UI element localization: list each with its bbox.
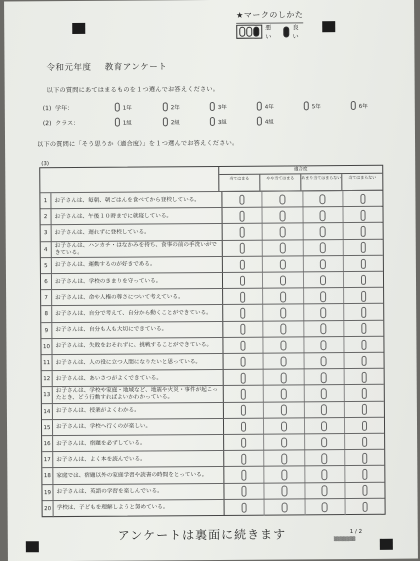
- answer-cell: [263, 451, 303, 467]
- answer-cell: [303, 353, 343, 369]
- question-text: お子さんは、運動するのが好きである。: [52, 257, 223, 274]
- answer-bubble[interactable]: [321, 405, 327, 416]
- answer-cell: [223, 289, 262, 305]
- answer-bubble[interactable]: [362, 502, 368, 513]
- answer-cell: [264, 499, 304, 515]
- row-number: 18: [42, 468, 53, 484]
- answer-cell: [344, 482, 384, 498]
- answer-cell: [263, 321, 303, 337]
- answer-cell: [224, 483, 263, 499]
- answer-bubble[interactable]: [322, 502, 328, 513]
- answer-cell: [304, 434, 344, 450]
- answer-cell: [343, 272, 383, 288]
- answer-cell: [302, 191, 342, 207]
- row-number: 20: [43, 501, 54, 517]
- answer-cell: [224, 435, 263, 451]
- row-number: 8: [41, 307, 52, 323]
- answer-bubble[interactable]: [240, 340, 246, 351]
- question-text: お子さんは、失敗をおそれずに、挑戦することができている。: [52, 338, 223, 355]
- option-bubble[interactable]: [115, 118, 120, 127]
- option-label: 3組: [217, 119, 227, 126]
- registration-mark: [322, 21, 335, 32]
- survey-title: [46, 60, 167, 73]
- answer-bubble[interactable]: [280, 211, 286, 222]
- answer-cell: [344, 450, 384, 466]
- answer-bubble[interactable]: [281, 373, 287, 384]
- answer-cell: [303, 337, 343, 353]
- answer-cell: [304, 483, 344, 499]
- answer-cell: [263, 370, 303, 386]
- option-bubble[interactable]: [163, 102, 168, 111]
- option-bubble[interactable]: [210, 102, 215, 111]
- registration-mark: [26, 541, 39, 552]
- answer-cell: [225, 499, 264, 515]
- answer-cell: [344, 418, 384, 434]
- option-bubble[interactable]: [304, 101, 309, 110]
- answer-cell: [303, 321, 343, 337]
- answer-bubble[interactable]: [320, 291, 326, 302]
- answer-cell: [224, 370, 263, 386]
- answer-bubble[interactable]: [360, 210, 366, 221]
- answer-cell: [303, 304, 343, 320]
- row-number: 11: [42, 355, 53, 371]
- option-label: 4組: [264, 119, 274, 126]
- answer-bubble[interactable]: [320, 210, 326, 221]
- instruction-2: 以下の質問に「そう思うか（適合度）」を１つ選んでお答えください。: [37, 139, 239, 149]
- row-number: 12: [42, 371, 53, 387]
- grade-option[interactable]: [163, 102, 180, 111]
- answer-cell: [303, 402, 343, 418]
- answer-cell: [302, 272, 342, 288]
- answer-bubble[interactable]: [361, 323, 367, 334]
- answer-cell: [343, 256, 383, 272]
- answer-cell: [302, 223, 342, 239]
- row-number: 5: [41, 258, 52, 274]
- answer-bubble[interactable]: [280, 324, 286, 335]
- answer-bubble[interactable]: [240, 292, 246, 303]
- question-text: 学校は、子どもを理解しようと努めている。: [54, 500, 225, 517]
- answer-cell: [342, 191, 382, 207]
- answer-cell: [223, 224, 262, 240]
- row-number: 15: [42, 420, 53, 436]
- answer-bubble[interactable]: [362, 485, 368, 496]
- rating-table: [39, 165, 385, 517]
- answer-cell: [223, 273, 262, 289]
- answer-bubble[interactable]: [361, 372, 367, 383]
- answer-cell: [223, 321, 262, 337]
- answer-cell: [344, 466, 384, 482]
- q1-label: (1) 学年：: [42, 104, 74, 113]
- answer-bubble[interactable]: [240, 324, 246, 335]
- option-bubble[interactable]: [257, 117, 262, 126]
- answer-bubble[interactable]: [321, 372, 327, 383]
- question-text: お子さんは、遅れずに登校している。: [52, 224, 223, 241]
- question-text: お子さんは、学校へ行くのが楽しい。: [53, 419, 224, 436]
- answer-cell: [262, 240, 302, 256]
- answer-cell: [343, 385, 383, 401]
- answer-cell: [224, 451, 263, 467]
- option-label: 2組: [170, 119, 180, 126]
- form-code-mark: ▒▒▒▒▒▒▒: [333, 535, 356, 542]
- answer-cell: [342, 223, 382, 239]
- answer-cell: [344, 499, 384, 515]
- answer-cell: [262, 256, 302, 272]
- option-label: 1年: [122, 105, 132, 112]
- answer-bubble[interactable]: [361, 340, 367, 351]
- answer-bubble[interactable]: [320, 194, 326, 205]
- answer-cell: [263, 402, 303, 418]
- instruction-1: 以下の質問にあてはまるものを１つ選んでお答えください。: [46, 85, 220, 95]
- row-number: 13: [42, 387, 53, 403]
- answer-cell: [263, 418, 303, 434]
- answer-bubble[interactable]: [362, 437, 368, 448]
- answer-bubble[interactable]: [321, 437, 327, 448]
- question-text: お子さんは、学校のきまりを守っている。: [52, 273, 223, 290]
- answer-cell: [344, 434, 384, 450]
- answer-cell: [342, 239, 382, 255]
- answer-bubble[interactable]: [361, 275, 367, 286]
- answer-cell: [262, 272, 302, 288]
- answer-bubble[interactable]: [320, 275, 326, 286]
- answer-bubble[interactable]: [360, 259, 366, 270]
- answer-cell: [344, 401, 384, 417]
- mark-guide-title: ★マークのしかた: [236, 10, 304, 20]
- answer-bubble[interactable]: [280, 194, 286, 205]
- answer-cell: [224, 386, 263, 402]
- question-text: お子さんは、自分で考えて、自分から動くことができている。: [52, 305, 223, 322]
- question-text: お子さんは、午後１０時までに就寝している。: [52, 208, 223, 225]
- table-header: [218, 166, 382, 192]
- answer-bubble[interactable]: [320, 243, 326, 254]
- answer-bubble[interactable]: [241, 389, 247, 400]
- answer-bubble[interactable]: [280, 308, 286, 319]
- answer-bubble[interactable]: [281, 389, 287, 400]
- answer-bubble[interactable]: [281, 437, 287, 448]
- answer-bubble[interactable]: [360, 194, 366, 205]
- answer-cell: [343, 353, 383, 369]
- mark-guide: [236, 9, 304, 41]
- bad-label: 悪い: [265, 24, 272, 41]
- answer-cell: [223, 305, 262, 321]
- answer-bubble[interactable]: [241, 502, 247, 513]
- class-option[interactable]: [257, 117, 274, 126]
- answer-cell: [263, 386, 303, 402]
- answer-bubble[interactable]: [240, 243, 246, 254]
- answer-bubble[interactable]: [241, 486, 247, 497]
- survey-year: 令和元年度: [46, 62, 92, 74]
- q2-label: (2) クラス：: [42, 119, 80, 128]
- question-text: お子さんは、宿題を必ずしている。: [53, 435, 224, 452]
- answer-bubble[interactable]: [239, 211, 245, 222]
- row-number: 9: [41, 323, 52, 339]
- answer-bubble[interactable]: [241, 421, 247, 432]
- answer-bubble[interactable]: [281, 356, 287, 367]
- answer-bubble[interactable]: [280, 275, 286, 286]
- answer-bubble[interactable]: [322, 453, 328, 464]
- answer-cell: [223, 256, 262, 272]
- answer-bubble[interactable]: [281, 340, 287, 351]
- answer-cell: [263, 434, 303, 450]
- class-option[interactable]: [115, 118, 132, 127]
- answer-bubble[interactable]: [280, 292, 286, 303]
- answer-bubble[interactable]: [281, 405, 287, 416]
- question-text: お子さんは、毎朝、朝ごはんを食べてから登校している。: [51, 192, 222, 209]
- answer-bubble[interactable]: [280, 259, 286, 270]
- question-text: お子さんは、自分も人も大切にできている。: [52, 322, 223, 339]
- answer-bubble[interactable]: [240, 227, 246, 238]
- answer-cell: [264, 483, 304, 499]
- question-text: お子さんは、よく本を読んでいる。: [53, 451, 224, 468]
- q3-number: (3): [41, 161, 50, 168]
- good-mark-example-icon: [283, 26, 290, 37]
- answer-cell: [223, 337, 262, 353]
- answer-bubble[interactable]: [361, 356, 367, 367]
- answer-bubble[interactable]: [280, 227, 286, 238]
- answer-bubble[interactable]: [361, 307, 367, 318]
- answer-cell: [303, 418, 343, 434]
- answer-cell: [303, 288, 343, 304]
- answer-cell: [224, 402, 263, 418]
- question-text: お子さんは、人の役に立つ人間になりたいと思っている。: [53, 354, 224, 371]
- option-bubble[interactable]: [163, 117, 168, 126]
- row-number: 3: [41, 226, 52, 242]
- answer-bubble[interactable]: [321, 307, 327, 318]
- answer-cell: [262, 208, 302, 224]
- answer-cell: [264, 467, 304, 483]
- page-number: 1 / 2: [349, 528, 363, 536]
- answer-cell: [343, 337, 383, 353]
- answer-cell: [224, 418, 263, 434]
- row-number: 19: [42, 485, 53, 501]
- answer-cell: [303, 385, 343, 401]
- answer-bubble[interactable]: [241, 470, 247, 481]
- answer-cells: [225, 499, 385, 516]
- row-number: 14: [42, 404, 53, 420]
- answer-bubble[interactable]: [362, 469, 368, 480]
- answer-cell: [222, 192, 261, 208]
- answer-cell: [302, 256, 342, 272]
- row-number: 17: [42, 452, 53, 468]
- answer-cell: [263, 337, 303, 353]
- option-label: 6年: [358, 103, 368, 110]
- answer-bubble[interactable]: [282, 502, 288, 513]
- answer-bubble[interactable]: [281, 421, 287, 432]
- row-number: 10: [41, 339, 52, 355]
- answer-bubble[interactable]: [361, 404, 367, 415]
- question-text: お子さんは、英語の学習を楽しんでいる。: [53, 484, 224, 501]
- answer-cell: [262, 224, 302, 240]
- column-header: やや当てはまる: [259, 174, 300, 190]
- answer-bubble[interactable]: [241, 438, 247, 449]
- question-text: お子さんは、授業がよくわかる。: [53, 403, 224, 420]
- answer-bubble[interactable]: [240, 276, 246, 287]
- answer-bubble[interactable]: [241, 373, 247, 384]
- row-number: 2: [41, 209, 52, 225]
- option-bubble[interactable]: [210, 117, 215, 126]
- question-text: お子さんは、命や人権の尊さについて考えている。: [52, 289, 223, 306]
- answer-cell: [304, 450, 344, 466]
- answer-cell: [222, 208, 261, 224]
- answer-bubble[interactable]: [360, 226, 366, 237]
- good-label: 良い: [292, 24, 299, 41]
- option-label: 2年: [170, 104, 180, 111]
- answer-bubble[interactable]: [321, 421, 327, 432]
- answer-bubble[interactable]: [360, 242, 366, 253]
- question-text: お子さんは、あいさつがよくできている。: [53, 370, 224, 387]
- answer-bubble[interactable]: [321, 388, 327, 399]
- answer-cell: [224, 467, 263, 483]
- question-text: お子さんは、ハンカチ・はなかみを持ち、食事の前の手洗いができている。: [52, 241, 223, 258]
- row-number: 4: [41, 242, 52, 258]
- answer-cell: [262, 191, 302, 207]
- answer-cell: [343, 369, 383, 385]
- answer-bubble[interactable]: [361, 388, 367, 399]
- answer-bubble[interactable]: [362, 421, 368, 432]
- answer-cell: [223, 240, 262, 256]
- answer-bubble[interactable]: [361, 291, 367, 302]
- option-label: 4年: [264, 104, 274, 111]
- answer-bubble[interactable]: [281, 470, 287, 481]
- option-label: 3年: [217, 104, 227, 111]
- option-bubble[interactable]: [351, 101, 356, 110]
- grade-option[interactable]: [210, 102, 227, 111]
- answer-bubble[interactable]: [280, 243, 286, 254]
- column-header: 当てはまらない: [341, 174, 382, 190]
- class-option[interactable]: [210, 117, 227, 126]
- table-row: [43, 498, 385, 518]
- column-header: 当てはまる: [229, 175, 250, 181]
- question-text: お子さんは、学校や家庭・地域など、地震や火災・事件が起こったとき、どう行動すればよいかわかっている。: [53, 386, 224, 403]
- answer-bubble[interactable]: [241, 454, 247, 465]
- answer-cell: [262, 289, 302, 305]
- answer-cell: [224, 354, 263, 370]
- answer-cell: [263, 353, 303, 369]
- column-header: あまり当てはまらない: [300, 174, 341, 190]
- answer-bubble[interactable]: [322, 469, 328, 480]
- answer-bubble[interactable]: [240, 308, 246, 319]
- answer-bubble[interactable]: [320, 259, 326, 270]
- bad-mark-example-icon: [236, 25, 262, 39]
- answer-bubble[interactable]: [239, 195, 245, 206]
- answer-cell: [343, 320, 383, 336]
- grade-option[interactable]: [351, 101, 368, 110]
- answer-bubble[interactable]: [322, 486, 328, 497]
- registration-mark: [72, 23, 85, 34]
- row-number: 1: [40, 193, 51, 209]
- header-title: 適合度: [219, 166, 382, 175]
- grade-option[interactable]: [304, 101, 321, 110]
- option-label: 1組: [122, 120, 132, 127]
- answer-bubble[interactable]: [281, 454, 287, 465]
- option-label: 5年: [311, 103, 321, 110]
- grade-option[interactable]: [115, 103, 132, 112]
- row-number: 16: [42, 436, 53, 452]
- answer-bubble[interactable]: [321, 324, 327, 335]
- answer-cell: [304, 499, 344, 515]
- answer-bubble[interactable]: [282, 486, 288, 497]
- option-bubble[interactable]: [257, 102, 262, 111]
- answer-bubble[interactable]: [240, 357, 246, 368]
- answer-cell: [302, 207, 342, 223]
- answer-cell: [343, 288, 383, 304]
- answer-bubble[interactable]: [240, 259, 246, 270]
- answer-bubble[interactable]: [321, 356, 327, 367]
- answer-bubble[interactable]: [321, 340, 327, 351]
- continue-notice: アンケートは裏面に続きます: [117, 527, 287, 543]
- answer-bubble[interactable]: [320, 226, 326, 237]
- option-bubble[interactable]: [115, 103, 120, 112]
- survey-sheet: [4, 0, 418, 561]
- answer-cell: [342, 207, 382, 223]
- row-number: 6: [41, 274, 52, 290]
- answer-cell: [343, 304, 383, 320]
- grade-option[interactable]: [257, 102, 274, 111]
- survey-name: 教育アンケート: [104, 62, 168, 73]
- answer-cell: [302, 240, 342, 256]
- answer-bubble[interactable]: [362, 453, 368, 464]
- class-option[interactable]: [163, 117, 180, 126]
- answer-bubble[interactable]: [241, 405, 247, 416]
- answer-cell: [303, 369, 343, 385]
- answer-cell: [262, 305, 302, 321]
- question-text: 家庭では、宿題以外の家庭学習や読書の時間をとっている。: [53, 467, 224, 484]
- registration-mark: [380, 539, 393, 550]
- answer-cell: [304, 466, 344, 482]
- row-number: 7: [41, 290, 52, 306]
